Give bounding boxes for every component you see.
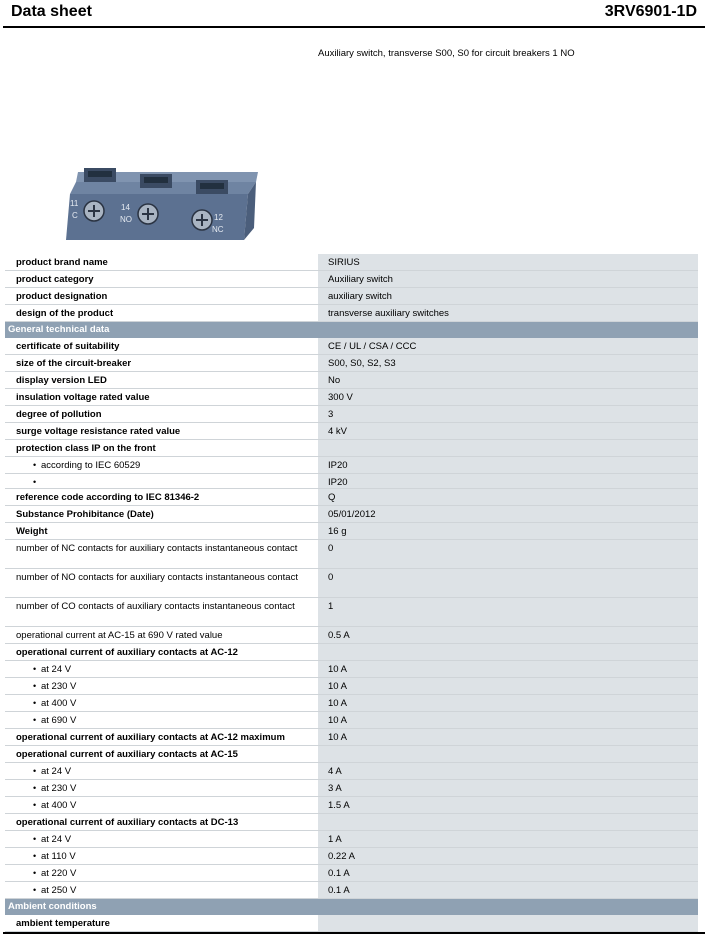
spec-label-text: degree of pollution: [16, 409, 102, 420]
spec-row: [5, 729, 698, 746]
spec-row: [5, 712, 698, 729]
spec-label-text: at 690 V: [41, 715, 77, 726]
spec-label: [5, 729, 317, 746]
spec-label: [5, 540, 317, 569]
spec-value: 0.5 A: [318, 627, 698, 644]
spec-label-text: display version LED: [16, 375, 107, 386]
spec-value: CE / UL / CSA / CCC: [318, 338, 698, 355]
spec-value: S00, S0, S2, S3: [318, 355, 698, 372]
bullet-icon: •: [33, 698, 37, 708]
spec-label-text: number of NO contacts for auxiliary contacts instantaneous contact: [16, 572, 298, 583]
spec-row: [5, 271, 698, 288]
bullet-icon: •: [33, 681, 37, 691]
svg-text:NO: NO: [120, 215, 132, 224]
spec-label: [5, 661, 317, 678]
spec-row: [5, 540, 698, 569]
bullet-icon: •: [33, 766, 37, 776]
spec-row: [5, 598, 698, 627]
spec-value: No: [318, 372, 698, 389]
spec-label-text: at 230 V: [41, 783, 77, 794]
spec-label-text: insulation voltage rated value: [16, 392, 150, 403]
spec-label-text: operational current of auxiliary contacts at DC-13: [16, 817, 239, 828]
spec-label-text: number of NC contacts for auxiliary contacts instantaneous contact: [16, 543, 298, 554]
spec-label: [5, 797, 317, 814]
spec-value: 0: [318, 540, 698, 569]
spec-label: [5, 644, 317, 661]
spec-label-text: operational current at AC-15 at 690 V rated value: [16, 630, 223, 641]
spec-value: 4 A: [318, 763, 698, 780]
spec-row: [5, 831, 698, 848]
doc-title: Data sheet: [11, 3, 92, 20]
product-image: [58, 154, 270, 250]
screw-terminal-icon: [138, 204, 158, 224]
spec-label: [5, 627, 317, 644]
spec-label: [5, 506, 317, 523]
product-description: Auxiliary switch, transverse S00, S0 for circuit breakers 1 NO: [318, 48, 575, 59]
spec-row: [5, 882, 698, 899]
spec-label-text: operational current of auxiliary contacts at AC-12 maximum: [16, 732, 285, 743]
spec-row: [5, 389, 698, 406]
spec-label-text: product brand name: [16, 257, 108, 268]
spec-value: 10 A: [318, 661, 698, 678]
spec-value: 300 V: [318, 389, 698, 406]
spec-row: [5, 814, 698, 831]
spec-label-text: at 220 V: [41, 868, 77, 879]
spec-row: [5, 489, 698, 506]
footer-rule: [3, 932, 705, 934]
spec-value: 0.22 A: [318, 848, 698, 865]
spec-label: [5, 678, 317, 695]
spec-label: [5, 372, 317, 389]
spec-row: [5, 797, 698, 814]
bullet-icon: •: [33, 460, 37, 470]
spec-value: [318, 746, 698, 763]
bullet-icon: •: [33, 885, 37, 895]
spec-value: 0.1 A: [318, 865, 698, 882]
bullet-icon: •: [33, 800, 37, 810]
spec-label: [5, 423, 317, 440]
spec-value: Q: [318, 489, 698, 506]
spec-value: 16 g: [318, 523, 698, 540]
spec-row: [5, 288, 698, 305]
spec-row: [5, 338, 698, 355]
spec-label: [5, 338, 317, 355]
spec-row: [5, 254, 698, 271]
section-header: General technical data: [5, 322, 698, 338]
spec-label-text: ambient temperature: [16, 918, 110, 929]
spec-value: 0: [318, 569, 698, 598]
spec-label-text: product category: [16, 274, 94, 285]
article-number: 3RV6901-1D: [604, 3, 697, 20]
spec-row: [5, 523, 698, 540]
page-header: [0, 0, 711, 27]
spec-row: [5, 355, 698, 372]
spec-row: [5, 440, 698, 457]
spec-label: [5, 254, 317, 271]
spec-value: 1 A: [318, 831, 698, 848]
spec-table: [5, 254, 698, 932]
spec-label-text: at 24 V: [41, 834, 72, 845]
spec-label-text: certificate of suitability: [16, 341, 120, 352]
spec-row: [5, 763, 698, 780]
spec-row: [5, 423, 698, 440]
spec-value: [318, 814, 698, 831]
spec-label-text: Weight: [16, 526, 48, 537]
spec-label-text: at 400 V: [41, 698, 77, 709]
spec-label: [5, 523, 317, 540]
spec-label-text: at 110 V: [41, 851, 76, 862]
svg-text:14: 14: [121, 203, 130, 212]
spec-label: [5, 882, 317, 899]
spec-label: [5, 865, 317, 882]
spec-label: [5, 271, 317, 288]
spec-value: Auxiliary switch: [318, 271, 698, 288]
spec-value: transverse auxiliary switches: [318, 305, 698, 322]
spec-row: [5, 506, 698, 523]
spec-value: [318, 644, 698, 661]
spec-label: [5, 598, 317, 627]
spec-value: 10 A: [318, 678, 698, 695]
spec-row: [5, 678, 698, 695]
spec-row: [5, 848, 698, 865]
spec-value: 1: [318, 598, 698, 627]
spec-label-text: design of the product: [16, 308, 114, 319]
bullet-icon: •: [33, 477, 37, 487]
svg-text:12: 12: [214, 213, 223, 222]
bullet-icon: •: [33, 834, 37, 844]
spec-label-text: according to IEC 60529: [41, 460, 141, 471]
spec-value: 10 A: [318, 712, 698, 729]
spec-label: [5, 389, 317, 406]
spec-label: [5, 489, 317, 506]
spec-label: [5, 712, 317, 729]
svg-text:11: 11: [70, 199, 79, 208]
spec-value: 10 A: [318, 695, 698, 712]
spec-label-text: operational current of auxiliary contacts at AC-12: [16, 647, 238, 658]
spec-label: [5, 355, 317, 372]
spec-value: 0.1 A: [318, 882, 698, 899]
spec-row: [5, 746, 698, 763]
spec-label-text: product designation: [16, 291, 108, 302]
section-header: Ambient conditions: [5, 899, 698, 915]
spec-label: [5, 695, 317, 712]
spec-value: IP20: [318, 474, 698, 489]
spec-label-text: at 24 V: [41, 664, 72, 675]
bullet-icon: •: [33, 664, 37, 674]
spec-value: 4 kV: [318, 423, 698, 440]
spec-row: [5, 695, 698, 712]
spec-row: [5, 644, 698, 661]
spec-row: [5, 406, 698, 423]
spec-value: 10 A: [318, 729, 698, 746]
spec-row: [5, 915, 698, 932]
spec-label: [5, 746, 317, 763]
spec-label: [5, 440, 317, 457]
spec-label: [5, 406, 317, 423]
spec-label: [5, 457, 317, 474]
spec-label-text: size of the circuit-breaker: [16, 358, 132, 369]
spec-label: [5, 831, 317, 848]
screw-terminal-icon: [192, 210, 212, 230]
bullet-icon: •: [33, 715, 37, 725]
spec-value: 1.5 A: [318, 797, 698, 814]
spec-row: [5, 569, 698, 598]
spec-row: [5, 474, 698, 489]
spec-value: 3: [318, 406, 698, 423]
spec-label: [5, 763, 317, 780]
bullet-icon: •: [33, 783, 37, 793]
spec-label: [5, 814, 317, 831]
spec-label-text: at 230 V: [41, 681, 77, 692]
spec-value: auxiliary switch: [318, 288, 698, 305]
spec-label-text: at 250 V: [41, 885, 77, 896]
spec-label-text: surge voltage resistance rated value: [16, 426, 181, 437]
header-rule: [3, 26, 705, 28]
spec-label-text: number of CO contacts of auxiliary contacts instantaneous contact: [16, 601, 295, 612]
spec-label: [5, 915, 317, 932]
spec-value: 3 A: [318, 780, 698, 797]
spec-label-text: at 24 V: [41, 766, 72, 777]
spec-label: [5, 780, 317, 797]
screw-terminal-icon: [84, 201, 104, 221]
spec-row: [5, 780, 698, 797]
spec-row: [5, 627, 698, 644]
spec-label-text: reference code according to IEC 81346-2: [16, 492, 200, 503]
bullet-icon: •: [33, 851, 37, 861]
spec-row: [5, 661, 698, 678]
spec-label-text: protection class IP on the front: [16, 443, 156, 454]
spec-value: 05/01/2012: [318, 506, 698, 523]
spec-value: IP20: [318, 457, 698, 474]
spec-label-text: Substance Prohibitance (Date): [16, 509, 154, 520]
spec-row: [5, 865, 698, 882]
svg-text:C: C: [72, 211, 78, 220]
spec-label-text: operational current of auxiliary contacts at AC-15: [16, 749, 238, 760]
spec-value: SIRIUS: [318, 254, 698, 271]
spec-label: [5, 305, 317, 322]
spec-row: [5, 305, 698, 322]
spec-row: [5, 457, 698, 474]
spec-label: [5, 569, 317, 598]
spec-label-text: at 400 V: [41, 800, 77, 811]
bullet-icon: •: [33, 868, 37, 878]
spec-value: [318, 915, 698, 932]
svg-text:NC: NC: [212, 225, 224, 234]
spec-label: [5, 474, 317, 489]
spec-label: [5, 848, 317, 865]
spec-label: [5, 288, 317, 305]
spec-value: [318, 440, 698, 457]
spec-row: [5, 372, 698, 389]
